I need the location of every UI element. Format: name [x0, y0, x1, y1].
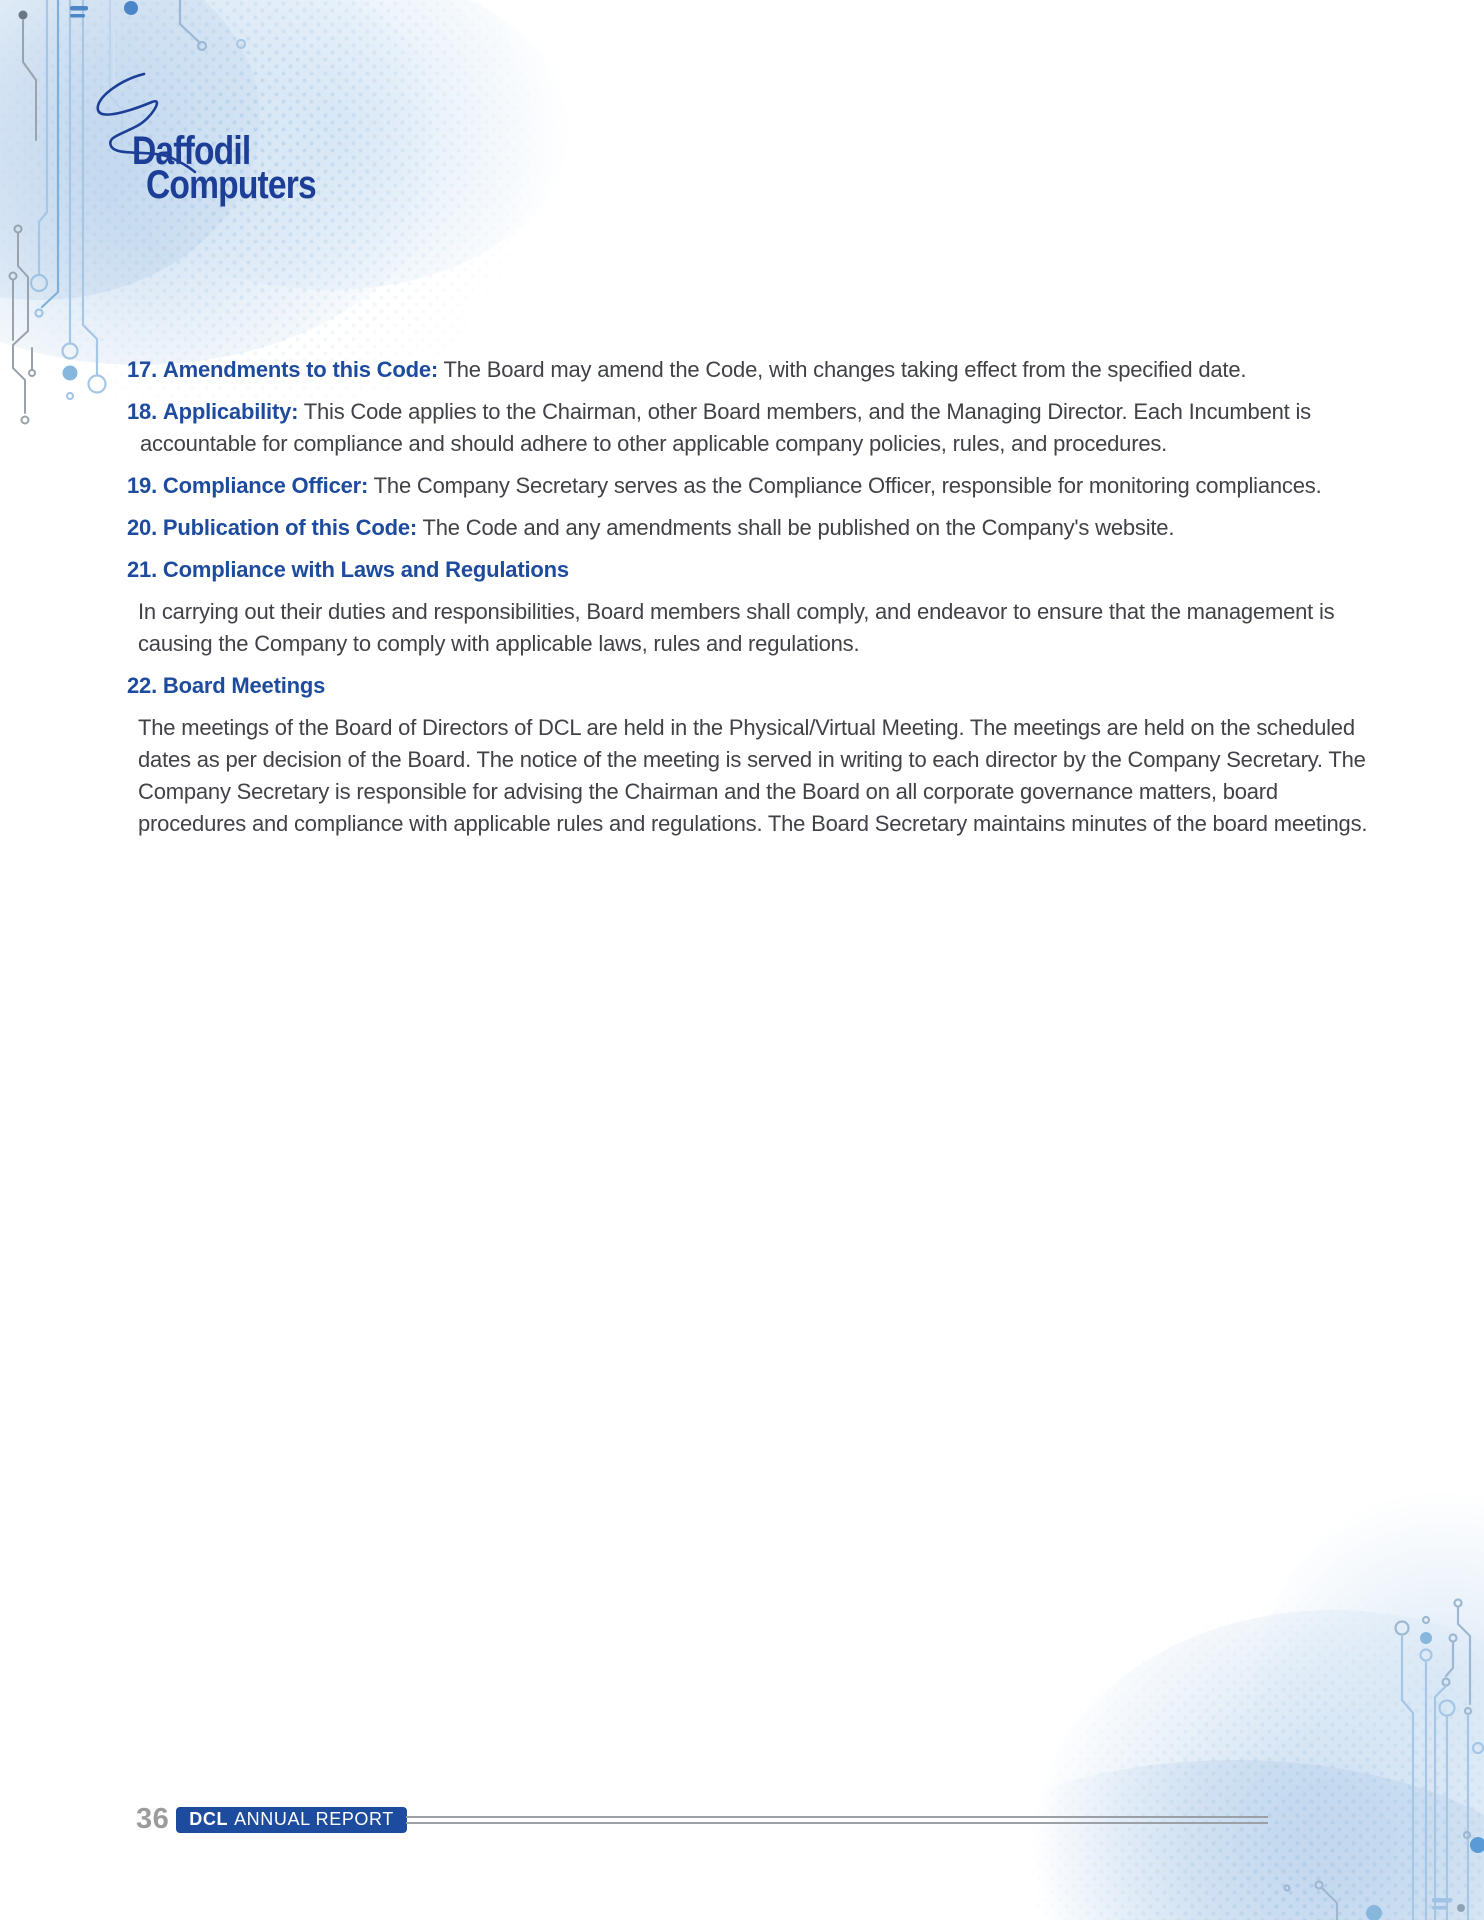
section-number: 17.: [127, 357, 157, 382]
section-20-publication: [127, 512, 1389, 544]
report-badge-rest: ANNUAL REPORT: [234, 1809, 394, 1829]
report-title-badge: [176, 1807, 407, 1833]
section-number: 18.: [127, 399, 157, 424]
report-badge-bold: DCL: [189, 1809, 229, 1829]
section-text: This Code applies to the Chairman, other Board members, and the Managing Director. Each Incumbent is accountable for compliance and should adhere to other applicable company policies, rules, and procedures.: [140, 399, 1311, 456]
logo-text-daffodil: Daffodil: [132, 129, 251, 173]
section-number: 21.: [127, 557, 157, 582]
section-18-applicability: [127, 396, 1389, 460]
section-label: Compliance with Laws and Regulations: [162, 557, 569, 582]
section-label: Amendments to this Code:: [162, 357, 439, 382]
page-number: 36: [136, 1803, 170, 1835]
section-text: The Company Secretary serves as the Compliance Officer, responsible for monitoring compliances.: [373, 473, 1322, 498]
section-number: 20.: [127, 515, 157, 540]
section-text: The Board may amend the Code, with changes taking effect from the specified date.: [443, 357, 1247, 382]
section-number: 22.: [127, 673, 157, 698]
page-footer: [136, 1803, 1268, 1836]
section-17-amendments: [127, 354, 1389, 386]
section-21-heading: [127, 554, 1389, 586]
footer-double-rule: [406, 1816, 1268, 1824]
logo-text-computers: Computers: [146, 163, 316, 207]
section-text: The Code and any amendments shall be published on the Company's website.: [422, 515, 1175, 540]
section-21-paragraph: In carrying out their duties and responsibilities, Board members shall comply, and endeavor to ensure that the management is causing the Company to comply with applicable laws, rules and regulations.: [138, 599, 1335, 656]
section-19-compliance-officer: [127, 470, 1389, 502]
section-label: Publication of this Code:: [162, 515, 418, 540]
section-label: Compliance Officer:: [162, 473, 369, 498]
section-22-paragraph: The meetings of the Board of Directors of DCL are held in the Physical/Virtual Meeting. The meetings are held on the scheduled dates as per decision of the Board. The notice of the meeting is served in writing to each director by the Company Secretary. The Company Secretary is responsible for advising the Chairman and the Board on all corporate governance matters, board procedures and compliance with applicable rules and regulations. The Board Secretary maintains minutes of the board meetings.: [138, 715, 1368, 836]
code-of-conduct-sections: [127, 354, 1389, 850]
section-label: Applicability:: [162, 399, 299, 424]
section-label: Board Meetings: [162, 673, 326, 698]
section-22-heading: [127, 670, 1389, 702]
section-number: 19.: [127, 473, 157, 498]
